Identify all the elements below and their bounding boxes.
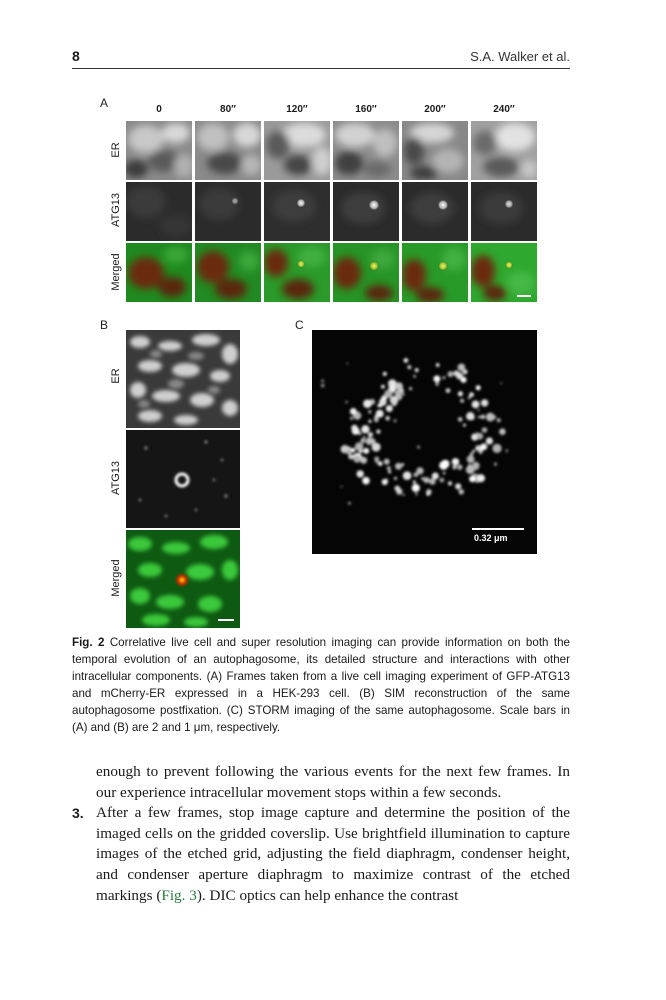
storm-localization xyxy=(383,372,387,376)
running-head: S.A. Walker et al. xyxy=(470,49,570,64)
storm-localization xyxy=(353,455,361,463)
panel-b-atg13-image xyxy=(126,430,240,528)
panel-b-scale-bar xyxy=(218,619,234,621)
storm-localization xyxy=(403,471,412,480)
storm-localization xyxy=(429,478,436,485)
storm-localization xyxy=(381,385,385,389)
time-label-80: 80″ xyxy=(220,104,236,115)
storm-localization xyxy=(470,453,473,456)
storm-localization xyxy=(440,478,445,483)
storm-localization xyxy=(377,404,380,407)
panel-a-atg13-frame xyxy=(195,182,261,241)
storm-localization xyxy=(376,461,378,463)
storm-localization xyxy=(363,448,369,454)
storm-localization xyxy=(361,425,369,433)
storm-background-localization xyxy=(321,379,324,382)
time-label-0: 0 xyxy=(156,104,162,115)
storm-localization xyxy=(395,382,403,390)
storm-background-localization xyxy=(341,486,343,488)
storm-background-localization xyxy=(394,419,397,422)
panel-c-letter: C xyxy=(295,318,304,332)
storm-localization xyxy=(467,455,475,463)
panel-c-scale-label: 0.32 μm xyxy=(474,533,508,543)
storm-localization xyxy=(499,428,506,435)
storm-localization xyxy=(350,408,357,415)
panel-a-er-frame xyxy=(471,121,537,180)
panel-a-atg13-frame xyxy=(402,182,468,241)
panel-c-scale-bar xyxy=(472,528,524,530)
storm-localization xyxy=(394,477,397,480)
storm-localization xyxy=(443,472,446,475)
storm-localization xyxy=(404,358,409,363)
storm-background-localization xyxy=(321,384,325,388)
storm-localization xyxy=(395,463,402,470)
storm-background-localization xyxy=(346,363,348,365)
storm-background-localization xyxy=(345,401,348,404)
storm-localization xyxy=(384,390,392,398)
storm-localization xyxy=(436,363,440,367)
storm-localization xyxy=(472,401,480,409)
panel-a-er-frame xyxy=(126,121,192,180)
storm-localization xyxy=(384,459,390,465)
caption-text: Correlative live cell and super resolution imaging can provide information on both the temporal evolution of an autophagosome, its detailed structure and interactions with other intracellular components. (A) Frames taken from a live cell imaging experiment of GFP-ATG13 and mCherry-ER expressed in a HEK-293 cell. (B) SIM reconstruction of the same autophagosome postfixation. (C) STORM imaging of the same autophagosome. Scale bars in (A) and (B) are 2 and 1 μm, respectively. xyxy=(72,636,570,734)
storm-localization xyxy=(472,462,480,470)
storm-localization xyxy=(476,385,481,390)
time-label-200: 200″ xyxy=(424,104,446,115)
storm-localization xyxy=(492,415,496,419)
storm-localization xyxy=(448,371,454,377)
storm-localization xyxy=(409,387,412,390)
storm-localization xyxy=(390,396,399,405)
storm-localization xyxy=(469,476,475,482)
storm-localization xyxy=(478,416,481,419)
panel-a-er-frame xyxy=(333,121,399,180)
panel-a-er-frame xyxy=(195,121,261,180)
storm-localization xyxy=(366,437,374,445)
storm-localization xyxy=(435,382,439,386)
page-number: 8 xyxy=(72,48,80,64)
storm-localization xyxy=(395,486,401,492)
panel-b-row-label-atg13: ATG13 xyxy=(110,460,122,496)
storm-localization xyxy=(456,372,463,379)
panel-b-letter: B xyxy=(100,318,109,332)
storm-localization xyxy=(433,375,440,382)
storm-localization xyxy=(486,437,493,444)
panel-a-merged-frame xyxy=(471,243,537,302)
storm-localization xyxy=(442,376,445,379)
storm-localization xyxy=(455,483,461,489)
storm-localization xyxy=(368,432,373,437)
storm-background-localization xyxy=(348,502,351,505)
body-step-3 xyxy=(96,803,570,907)
storm-localization xyxy=(460,399,464,403)
panel-a-row-label-merged: Merged xyxy=(110,253,122,291)
storm-localization xyxy=(412,484,420,492)
panel-a-merged-frame xyxy=(402,243,468,302)
time-label-160: 160″ xyxy=(355,104,377,115)
storm-localization xyxy=(466,412,474,420)
storm-localization xyxy=(452,458,459,465)
storm-localization xyxy=(351,425,357,431)
storm-localization xyxy=(386,405,393,412)
panel-a-atg13-frame xyxy=(471,182,537,241)
panel-b-merged-image xyxy=(126,530,240,628)
storm-localization xyxy=(385,416,390,421)
storm-localization xyxy=(457,465,462,470)
storm-localization xyxy=(402,494,404,496)
storm-localization xyxy=(468,464,471,467)
panel-b-row-label-merged: Merged xyxy=(110,559,122,597)
storm-localization xyxy=(414,472,419,477)
panel-a-atg13-frame xyxy=(126,182,192,241)
panel-a-row-label-atg13: ATG13 xyxy=(110,192,122,228)
storm-localization xyxy=(492,444,501,453)
panel-b-row-label-er: ER xyxy=(110,368,122,384)
storm-localization xyxy=(477,474,485,482)
storm-localization xyxy=(462,369,467,374)
storm-background-localization xyxy=(477,409,479,411)
storm-localization xyxy=(374,457,379,462)
storm-localization xyxy=(415,493,417,495)
storm-localization xyxy=(458,417,463,422)
storm-localization xyxy=(426,492,430,496)
storm-localization xyxy=(355,442,364,451)
storm-localization xyxy=(376,429,380,433)
panel-a-er-frame xyxy=(264,121,330,180)
time-label-120: 120″ xyxy=(286,104,308,115)
storm-localization xyxy=(368,420,371,423)
panel-a-atg13-frame xyxy=(264,182,330,241)
storm-background-localization xyxy=(500,382,502,384)
storm-localization xyxy=(475,445,481,451)
time-label-240: 240″ xyxy=(493,104,515,115)
storm-localization xyxy=(387,466,391,470)
storm-localization xyxy=(415,368,419,372)
storm-localization xyxy=(458,391,463,396)
storm-localization xyxy=(469,392,474,397)
storm-localization xyxy=(372,443,381,452)
storm-localization xyxy=(362,477,370,485)
panel-a-merged-frame xyxy=(126,243,192,302)
panel-c-storm-image xyxy=(312,330,537,554)
panel-a-merged-frame xyxy=(264,243,330,302)
storm-localization xyxy=(481,399,488,406)
step-text-before-link: After a few frames, stop image capture and determine the position of the imaged cells on the gridded coverslip. Use brightfield illumination to capture images of the etched grid, adjusting the field diaphragm, condenser height, and condenser aperture diaphragm to maximize contrast of the etched markings ( xyxy=(96,804,570,904)
storm-background-localization xyxy=(505,449,508,452)
storm-localization xyxy=(448,481,452,485)
storm-localization xyxy=(413,375,416,378)
storm-localization xyxy=(348,454,353,459)
storm-background-localization xyxy=(402,393,405,396)
storm-localization xyxy=(350,417,353,420)
panel-a-merged-frame xyxy=(195,243,261,302)
body-continuation: enough to prevent following the various events for the next few frames. In our experience intracellular movement stops within a few seconds. xyxy=(96,763,570,801)
storm-background-localization xyxy=(417,446,420,449)
storm-localization xyxy=(463,424,466,427)
storm-localization xyxy=(357,470,364,477)
storm-localization xyxy=(376,410,384,418)
panel-a-atg13-frame xyxy=(333,182,399,241)
storm-localization xyxy=(388,470,391,473)
storm-localization xyxy=(407,365,411,369)
storm-localization xyxy=(346,449,351,454)
panel-a-row-label-er: ER xyxy=(110,142,122,158)
storm-localization xyxy=(497,418,501,422)
storm-localization xyxy=(472,450,475,453)
storm-localization xyxy=(360,438,365,443)
storm-localization xyxy=(363,399,372,408)
caption-label: Fig. 2 xyxy=(72,636,105,649)
figure-3-link[interactable]: Fig. 3 xyxy=(161,886,197,904)
storm-localization xyxy=(446,388,451,393)
storm-localizations xyxy=(312,330,537,554)
panel-a-er-frame xyxy=(402,121,468,180)
panel-b-er-image xyxy=(126,330,240,428)
panel-a-merged-frame xyxy=(333,243,399,302)
storm-localization xyxy=(399,397,402,400)
storm-localization xyxy=(441,460,449,468)
storm-localization xyxy=(481,415,486,420)
panel-a-letter: A xyxy=(100,96,109,110)
storm-localization xyxy=(374,417,379,422)
page-header xyxy=(72,48,570,69)
step-text-after-link: ). DIC optics can help enhance the contrast xyxy=(196,886,459,904)
storm-localization xyxy=(359,450,362,453)
storm-localization xyxy=(423,477,426,480)
storm-localization xyxy=(482,427,488,433)
storm-localization xyxy=(452,465,456,469)
figure-caption xyxy=(72,634,570,736)
step-number: 3. xyxy=(72,805,84,821)
storm-localization xyxy=(363,436,365,438)
storm-localization xyxy=(413,481,416,484)
panel-a-scale-bar xyxy=(517,295,531,297)
storm-localization xyxy=(382,479,388,485)
storm-localization xyxy=(494,463,497,466)
storm-localization xyxy=(459,489,464,494)
storm-localization xyxy=(476,433,479,436)
storm-localization xyxy=(378,461,383,466)
storm-localization xyxy=(368,410,371,413)
